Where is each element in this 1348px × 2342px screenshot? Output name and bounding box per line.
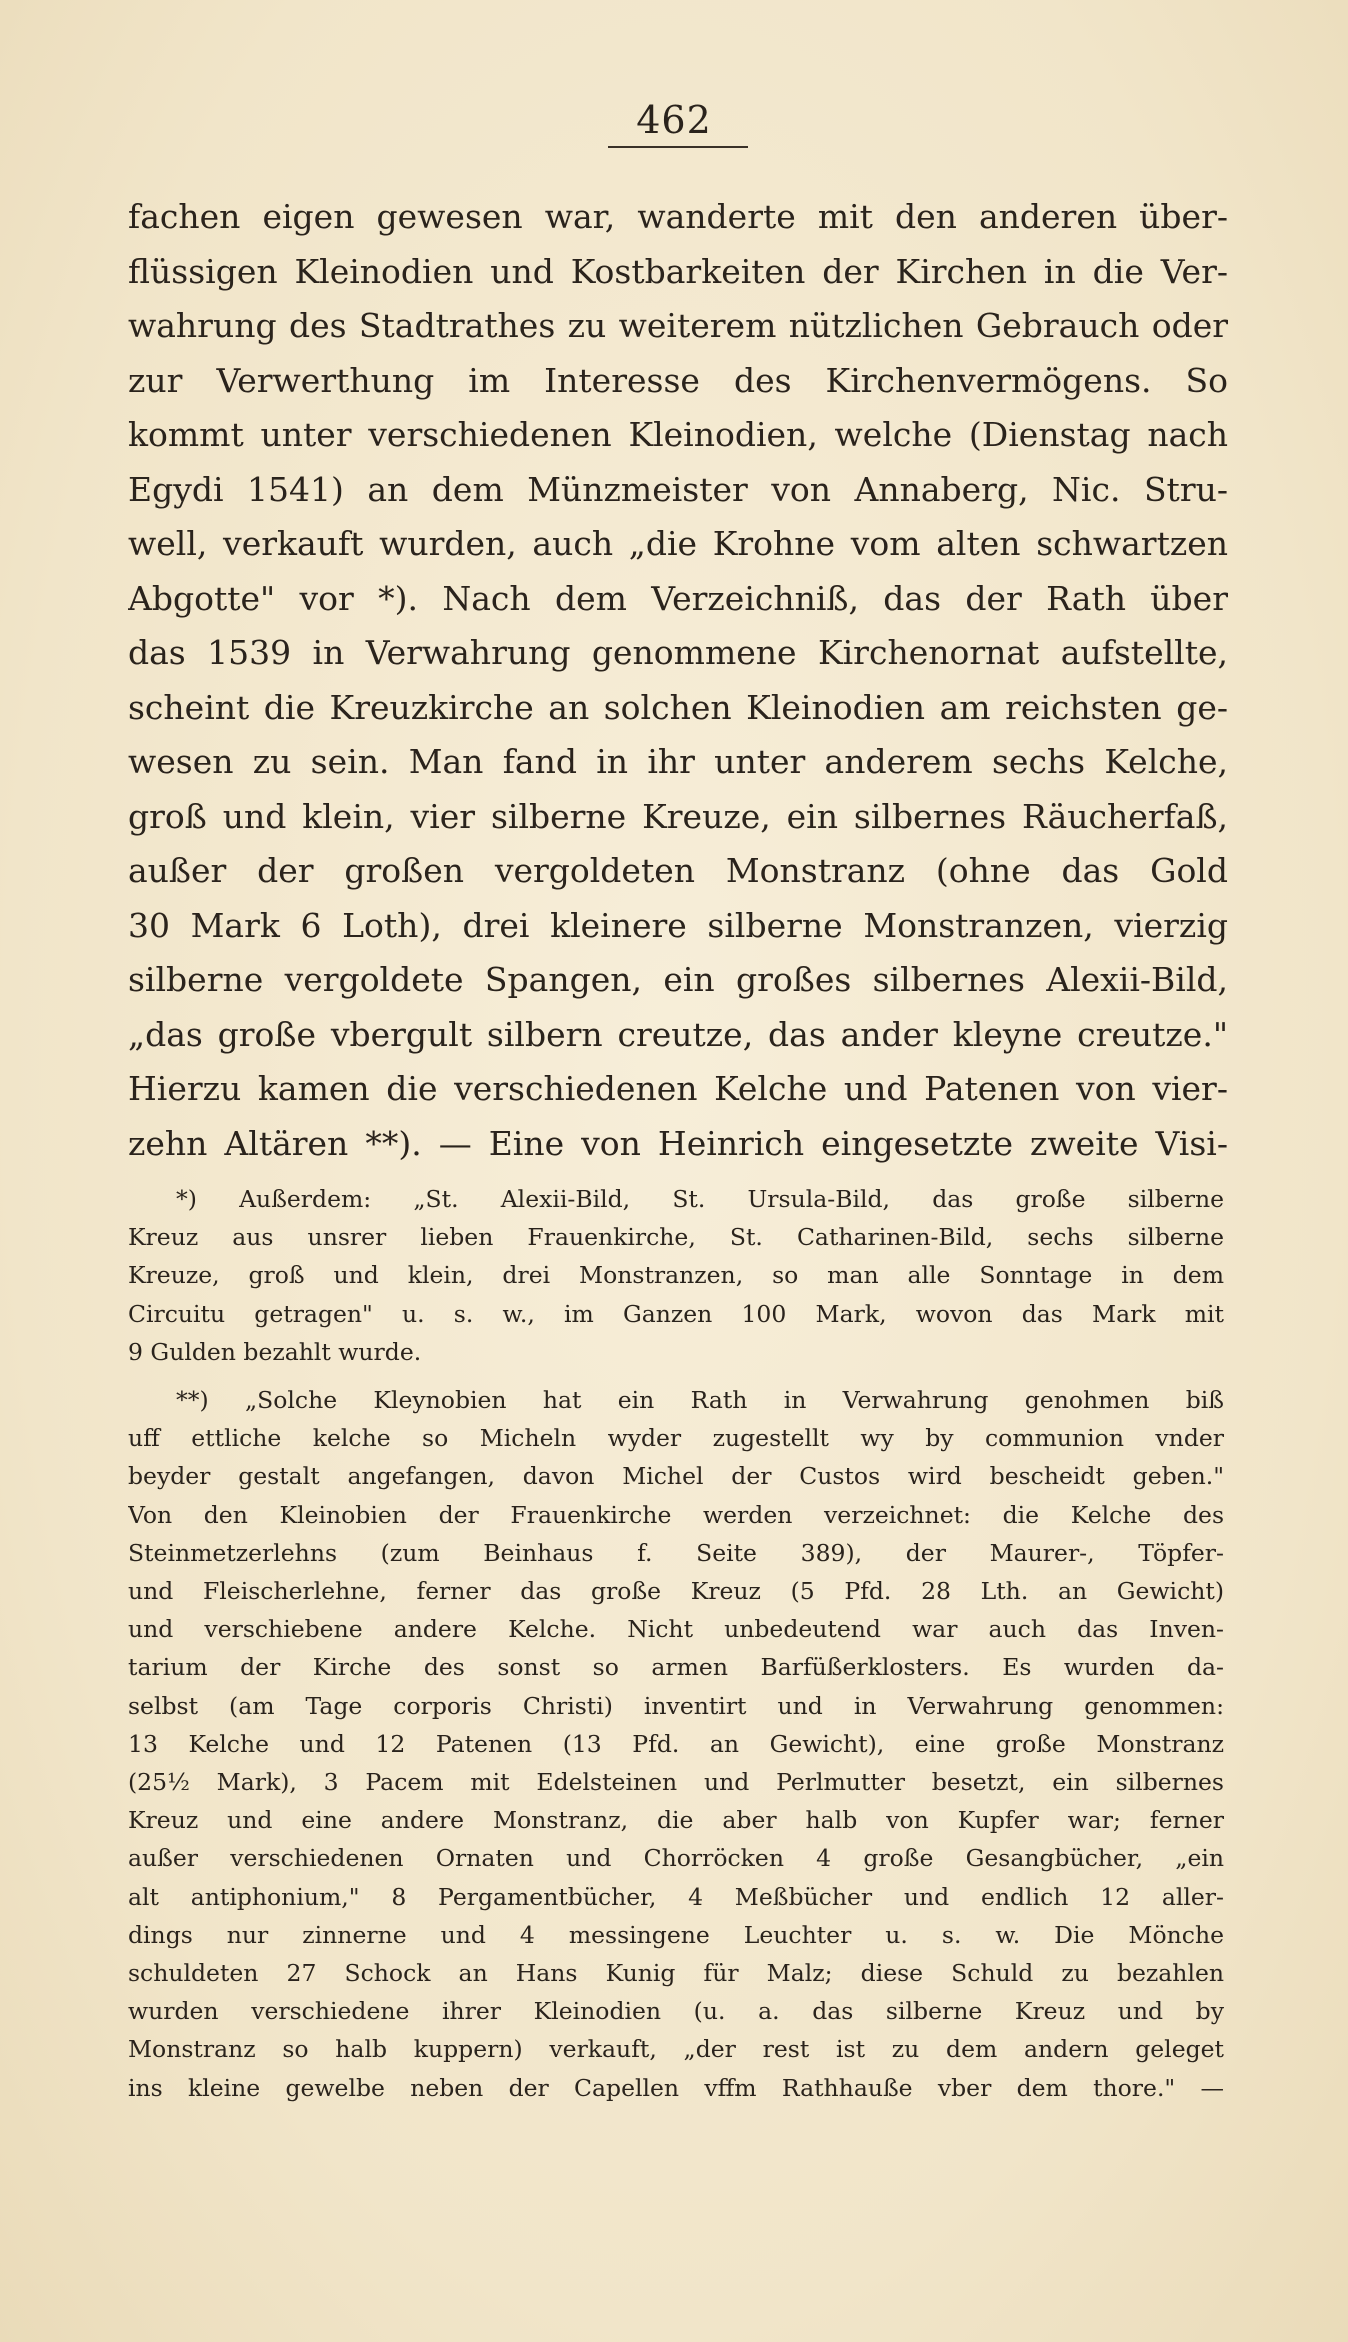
body-line: Hierzu kamen die verschiedenen Kelche und Patenen von vier- [128,1069,1228,1108]
body-line: kommt unter verschiedenen Kleinodien, welche (Dienstag nach [128,415,1228,454]
body-line: groß und klein, vier silberne Kreuze, ein silbernes Räucherfaß, [128,796,1228,836]
footnote-line: wurden verschiedene ihrer Kleinodien (u. a. das silberne Kreuz und by [128,1997,1224,2026]
footnote-line: **) „Solche Kleynobien hat ein Rath in Verwahrung genohmen biß [176,1386,1224,1415]
footnote-line: außer verschiedenen Ornaten und Chorröcken 4 große Gesangbücher, „ein [128,1844,1224,1873]
body-line: zur Verwerthung im Interesse des Kirchenvermögens. So [128,360,1228,400]
body-line: „das große vbergult silbern creutze, das ander kleyne creutze." [128,1014,1228,1054]
body-line: Egydi 1541) an dem Münzmeister von Annaberg, Nic. Stru- [128,469,1228,509]
footnote-2 [128,1381,1224,2107]
main-text-body [128,190,1228,1171]
footnote-line: alt antiphonium," 8 Pergamentbücher, 4 Meßbücher und endlich 12 aller- [128,1882,1224,1911]
footnote-1 [128,1180,1224,1371]
footnote-line: uff ettliche kelche so Micheln wyder zugestellt wy by communion vnder [128,1424,1224,1453]
footnote-line: Kreuz aus unsrer lieben Frauenkirche, St. Catharinen-Bild, sechs silberne [128,1223,1224,1252]
footnote-line: schuldeten 27 Schock an Hans Kunig für Malz; diese Schuld zu bezahlen [128,1959,1224,1988]
footnote-line: tarium der Kirche des sonst so armen Barfüßerklosters. Es wurden da- [128,1653,1224,1682]
footnote-line: und verschiebene andere Kelche. Nicht unbedeutend war auch das Inven- [128,1615,1224,1644]
body-line: 30 Mark 6 Loth), drei kleinere silberne Monstranzen, vierzig [128,905,1228,945]
body-line: well, verkauft wurden, auch „die Krohne vom alten schwartzen [128,524,1228,563]
footnote-line: Monstranz so halb kuppern) verkauft, „der rest ist zu dem andern geleget [128,2035,1224,2064]
footnote-gap [128,1371,1224,1381]
footnotes [128,1180,1224,2107]
body-line: silberne vergoldete Spangen, ein großes silbernes Alexii-Bild, [128,960,1228,999]
body-line: Abgotte" vor *). Nach dem Verzeichniß, das der Rath über [128,578,1228,618]
footnote-line: Kreuz und eine andere Monstranz, die aber halb von Kupfer war; ferner [128,1806,1224,1835]
body-line: das 1539 in Verwahrung genommene Kirchenornat aufstellte, [128,633,1228,672]
body-line: wahrung des Stadtrathes zu weiterem nützlichen Gebrauch oder [128,306,1228,345]
footnote-line: 9 Gulden bezahlt wurde. [128,1337,422,1366]
body-line: wesen zu sein. Man fand in ihr unter anderem sechs Kelche, [128,742,1228,781]
page-number-rule [608,146,748,148]
page-number: 462 [636,98,712,142]
footnote-line: und Fleischerlehne, ferner das große Kreuz (5 Pfd. 28 Lth. an Gewicht) [128,1577,1224,1606]
body-line: fachen eigen gewesen war, wanderte mit den anderen über- [128,197,1228,236]
footnote-line: beyder gestalt angefangen, davon Michel der Custos wird bescheidt geben." [128,1462,1224,1491]
footnote-line: Circuitu getragen" u. s. w., im Ganzen 100 Mark, wovon das Mark mit [128,1299,1224,1328]
footnote-line: 13 Kelche und 12 Patenen (13 Pfd. an Gewicht), eine große Monstranz [128,1729,1224,1758]
footnote-line: *) Außerdem: „St. Alexii-Bild, St. Ursula-Bild, das große silberne [176,1185,1224,1213]
footnote-line: ins kleine gewelbe neben der Capellen vffm Rathhauße vber dem thore." — [128,2073,1224,2102]
body-line: scheint die Kreuzkirche an solchen Kleinodien am reichsten ge- [128,687,1228,727]
footnote-line: (25½ Mark), 3 Pacem mit Edelsteinen und Perlmutter besetzt, ein silbernes [128,1768,1224,1797]
footnote-line: Kreuze, groß und klein, drei Monstranzen, so man alle Sonntage in dem [128,1261,1224,1290]
footnote-line: Steinmetzerlehns (zum Beinhaus f. Seite 389), der Maurer-, Töpfer- [128,1538,1224,1567]
body-line: zehn Altären **). — Eine von Heinrich eingesetzte zweite Visi- [128,1123,1228,1163]
body-line: flüssigen Kleinodien und Kostbarkeiten der Kirchen in die Ver- [128,251,1228,291]
footnote-line: selbst (am Tage corporis Christi) inventirt und in Verwahrung genommen: [128,1691,1224,1720]
body-line: außer der großen vergoldeten Monstranz (ohne das Gold [128,851,1228,890]
footnote-line: dings nur zinnerne und 4 messingene Leuchter u. s. w. Die Mönche [128,1920,1224,1949]
footnote-line: Von den Kleinobien der Frauenkirche werden verzeichnet: die Kelche des [128,1500,1224,1529]
